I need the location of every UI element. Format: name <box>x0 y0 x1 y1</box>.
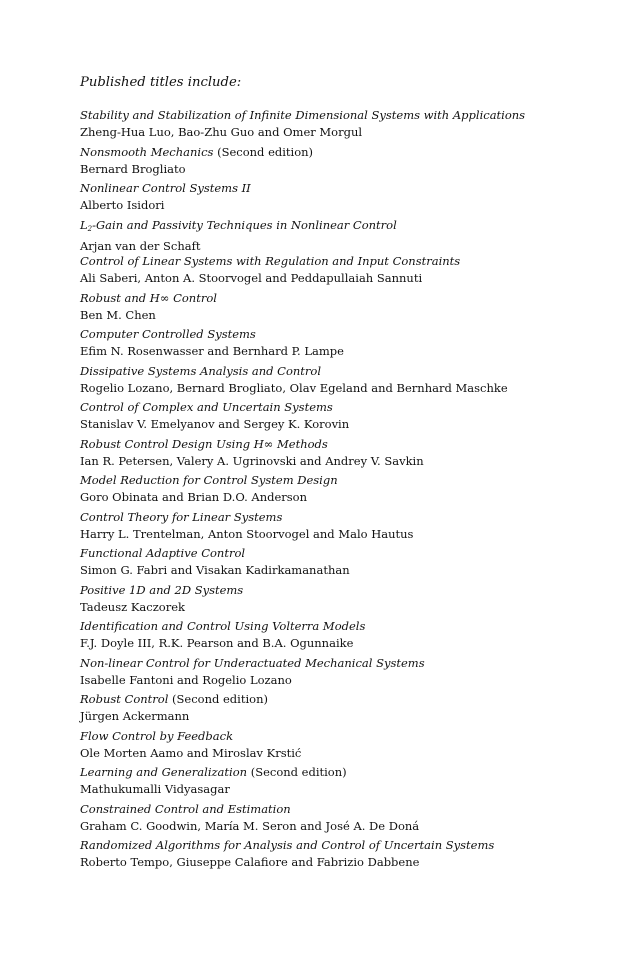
book-authors: Goro Obinata and Brian D.O. Anderson <box>80 490 308 505</box>
book-title: Randomized Algorithms for Analysis and Control of Uncertain Systems <box>80 838 495 852</box>
book-authors: Ali Saberi, Anton A. Stoorvogel and Peddapullaiah Sannuti <box>80 271 423 286</box>
book-authors: Ian R. Petersen, Valery A. Ugrinovski and Andrey V. Savkin <box>80 453 424 468</box>
book-authors: Ben M. Chen <box>80 307 156 322</box>
book-authors: Rogelio Lozano, Bernard Brogliato, Olav Egeland and Bernhard Maschke <box>80 380 508 395</box>
book-title-line <box>80 472 620 489</box>
book-entry <box>80 253 620 290</box>
book-title: Control of Linear Systems with Regulation and Input Constraints <box>80 254 461 268</box>
book-title <box>80 218 397 232</box>
book-title-line <box>80 837 620 854</box>
book-title: Robust and H∞ Control <box>80 290 217 305</box>
book-title-line <box>80 436 620 453</box>
book-authors: Zheng-Hua Luo, Bao-Zhu Guo and Omer Morgul <box>80 125 363 140</box>
book-title-line <box>80 144 620 161</box>
book-title-line <box>80 728 620 745</box>
book-edition: (Second edition) <box>168 692 268 706</box>
book-entry <box>80 618 620 655</box>
book-title: Robust Control Design Using H∞ Methods <box>80 436 328 451</box>
book-authors: Graham C. Goodwin, María M. Seron and José A. De Doná <box>80 818 420 833</box>
book-title-line <box>80 691 620 708</box>
book-title: Non-linear Control for Underactuated Mechanical Systems <box>80 655 425 670</box>
book-authors: Harry L. Trentelman, Anton Stoorvogel and Malo Hautus <box>80 526 414 541</box>
book-entry <box>80 180 620 217</box>
book-entry <box>80 363 620 400</box>
book-title: Positive 1D and 2D Systems <box>80 582 244 597</box>
book-entry <box>80 399 620 436</box>
title-list <box>80 107 620 874</box>
book-title-line <box>80 326 620 343</box>
book-title-line <box>80 618 620 635</box>
book-title: Flow Control by Feedback <box>80 728 234 743</box>
book-title: Nonsmooth Mechanics <box>80 144 214 159</box>
book-authors: Efim N. Rosenwasser and Bernhard P. Lampe <box>80 344 344 359</box>
book-edition: (Second edition) <box>247 765 347 779</box>
book-title-line <box>80 363 620 380</box>
book-title-line <box>80 253 620 270</box>
book-title-line <box>80 290 620 307</box>
book-title: Functional Adaptive Control <box>80 546 246 560</box>
book-title-line <box>80 107 620 124</box>
book-authors: Ole Morten Aamo and Miroslav Krstić <box>80 745 302 760</box>
book-entry <box>80 107 620 144</box>
published-titles-page <box>80 74 620 874</box>
book-title-line <box>80 582 620 599</box>
book-title: Identification and Control Using Volterra Models <box>80 619 366 633</box>
book-title: Robust Control <box>80 692 169 706</box>
book-title: Stability and Stabilization of Infinite Dimensional Systems with Applications <box>80 108 526 122</box>
book-entry <box>80 582 620 619</box>
book-authors: Bernard Brogliato <box>80 161 186 176</box>
book-authors: Mathukumalli Vidyasagar <box>80 782 230 797</box>
book-title: Model Reduction for Control System Design <box>80 473 338 487</box>
book-entry <box>80 509 620 546</box>
book-entry <box>80 436 620 473</box>
book-authors: Isabelle Fantoni and Rogelio Lozano <box>80 672 292 687</box>
book-entry <box>80 545 620 582</box>
book-title: Control of Complex and Uncertain Systems <box>80 400 333 414</box>
book-title: Control Theory for Linear Systems <box>80 509 283 524</box>
book-title: Learning and Generalization <box>80 765 248 779</box>
book-entry <box>80 728 620 765</box>
book-entry <box>80 472 620 509</box>
book-title-line <box>80 545 620 562</box>
book-entry <box>80 655 620 692</box>
book-entry <box>80 691 620 728</box>
book-title-line <box>80 801 620 818</box>
book-title-line <box>80 399 620 416</box>
book-authors: Arjan van der Schaft <box>80 238 201 253</box>
book-title-subscript: 2 <box>87 224 93 233</box>
book-entry <box>80 217 620 254</box>
book-edition: (Second edition) <box>213 144 314 159</box>
book-title: Constrained Control and Estimation <box>80 801 291 816</box>
book-authors: Simon G. Fabri and Visakan Kadirkamanathan <box>80 563 350 578</box>
book-entry <box>80 764 620 801</box>
book-title-line <box>80 509 620 526</box>
book-authors: Jürgen Ackermann <box>80 709 190 724</box>
book-entry <box>80 144 620 181</box>
book-entry <box>80 326 620 363</box>
book-title-line <box>80 217 620 238</box>
book-title-line <box>80 764 620 781</box>
book-title: Nonlinear Control Systems II <box>80 181 251 195</box>
book-title-prefix: L <box>80 217 88 232</box>
book-authors: Tadeusz Kaczorek <box>80 599 185 614</box>
book-title-text: -Gain and Passivity Techniques in Nonlinear Control <box>92 217 397 232</box>
book-title-line <box>80 655 620 672</box>
book-authors: F.J. Doyle III, R.K. Pearson and B.A. Ogunnaike <box>80 636 354 651</box>
book-entry <box>80 801 620 838</box>
book-authors: Stanislav V. Emelyanov and Sergey K. Korovin <box>80 417 350 432</box>
page-heading: Published titles include: <box>80 75 242 90</box>
book-title: Computer Controlled Systems <box>80 327 256 341</box>
book-title: Dissipative Systems Analysis and Control <box>80 363 322 378</box>
book-title-line <box>80 180 620 197</box>
book-authors: Roberto Tempo, Giuseppe Calafiore and Fabrizio Dabbene <box>80 855 420 870</box>
book-entry <box>80 837 620 874</box>
book-authors: Alberto Isidori <box>80 198 165 213</box>
book-entry <box>80 290 620 327</box>
